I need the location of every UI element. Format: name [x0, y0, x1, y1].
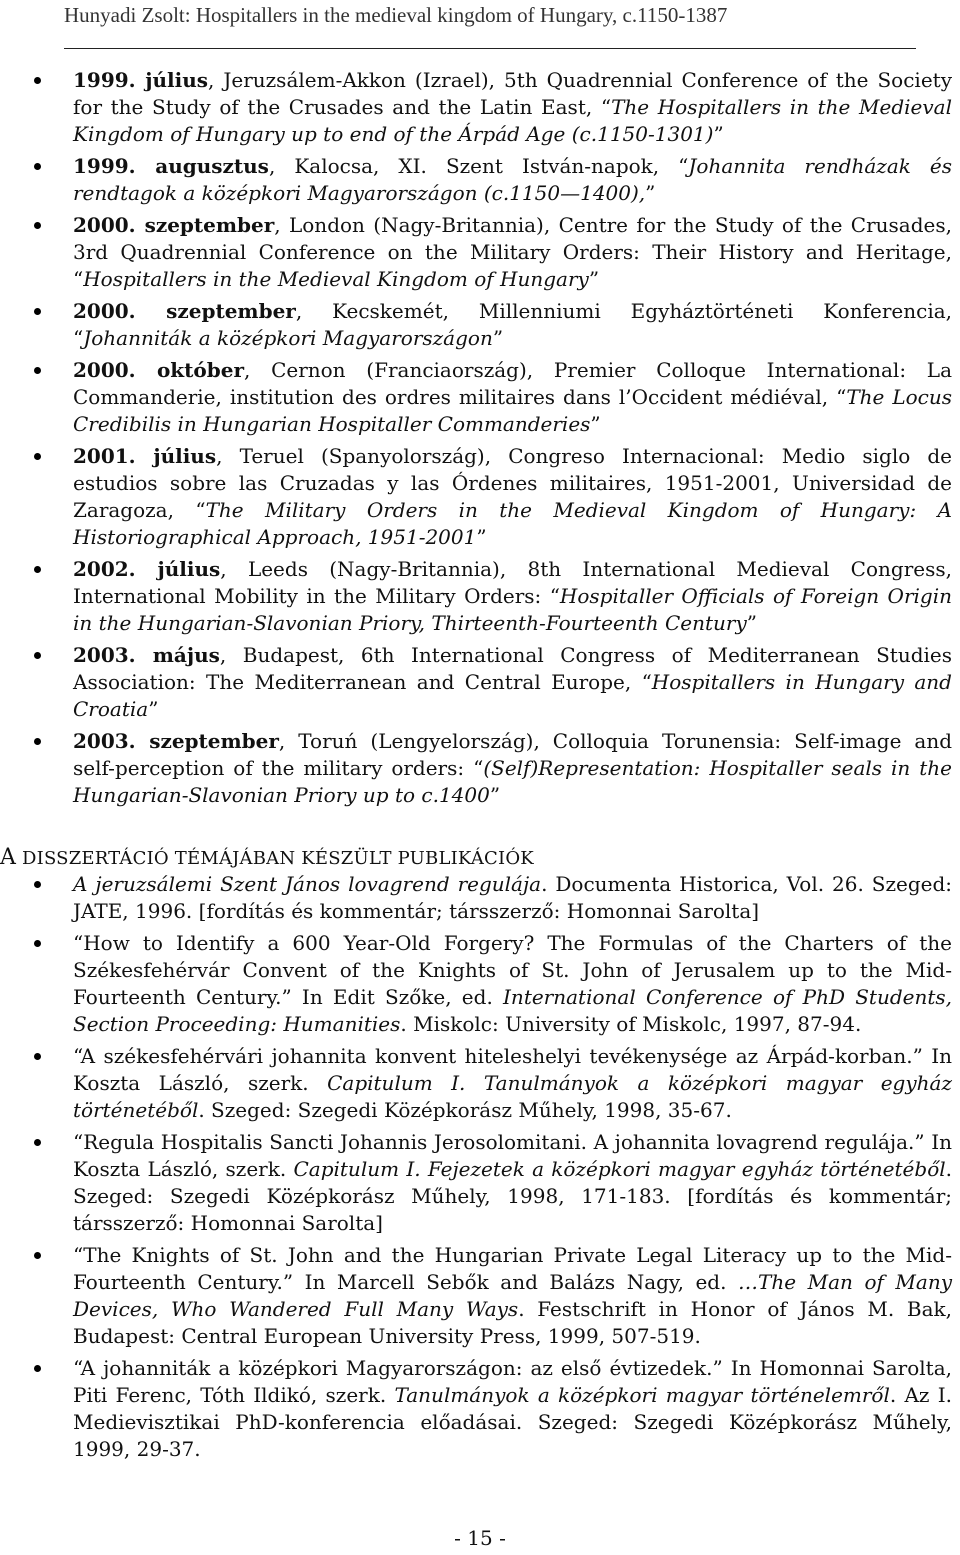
conference-date: 2000. szeptember — [73, 299, 296, 323]
publication-title: …The Man of Many Devices, Who Wandered Full Many Ways — [73, 1270, 953, 1321]
bullet-icon — [34, 738, 41, 745]
publication-text: “Regula Hospitalis Sancti Johannis Jerosolomitani. A johannita lovagrend regulája.” In Koszta László, szerk. — [73, 1130, 952, 1181]
closing-quote: ” — [476, 525, 487, 549]
conference-date: 2003. május — [73, 643, 220, 667]
closing-quote: ” — [746, 611, 757, 635]
conference-details: , Budapest, 6th International Congress of Mediterranean Studies Association: The Mediterranean and Central Europe, “ — [73, 643, 952, 694]
conference-paper-title: Hospitaller Officials of Foreign Origin in the Hungarian-Slavonian Priory, Thirteenth-Fourteenth Century — [73, 584, 952, 635]
conference-item — [0, 67, 960, 148]
closing-quote: ” — [489, 783, 501, 807]
section-heading — [0, 845, 534, 872]
publication-text: . Szeged: Szegedi Középkorász Műhely, 1998, 35-67. — [198, 1098, 732, 1122]
publication-text: . Az I. Medievisztikai PhD-konferencia előadásai. Szeged: Szegedi Középkorász Műhely, 1999, 29-37. — [73, 1383, 952, 1461]
publication-item — [0, 1043, 960, 1124]
conference-details: , Cernon (Franciaország), Premier Colloque International: La Commanderie, institution des ordres militaires dans l’Occident médiéval, “ — [73, 358, 952, 409]
bullet-icon — [34, 940, 41, 947]
conference-paper-title: (Self)Representation: Hospitaller seals in the Hungarian-Slavonian Priory up to c.1400 — [73, 756, 953, 807]
conference-date: 2003. szeptember — [73, 729, 279, 753]
conference-paper-title: Johanniták a középkori Magyarországon — [83, 326, 493, 350]
conference-date: 2000. október — [73, 358, 244, 382]
conference-date: 2001. július — [73, 444, 217, 468]
page-number: - 15 - — [454, 1526, 506, 1550]
bullet-icon — [34, 308, 41, 315]
conference-paper-title: Johannita rendházak és rendtagok a középkori Magyarországon (c.1150—1400), — [73, 154, 953, 205]
conference-details: , Teruel (Spanyolország), Congreso Internacional: Medio siglo de estudios sobre las Cruzadas y las Órdenes militaires, 1951-2001, Universidad de Zaragoza, “ — [73, 444, 952, 522]
section-heading-initial: A — [0, 845, 17, 870]
publication-item — [0, 1242, 960, 1350]
conference-details: , Toruń (Lengyelország), Colloquia Torunensia: Self-image and self-perception of the military orders: “ — [73, 729, 953, 780]
closing-quote: ” — [492, 326, 504, 350]
publication-item — [0, 871, 960, 925]
bullet-icon — [34, 1365, 41, 1372]
bullet-icon — [34, 1252, 41, 1259]
publication-text: “A johanniták a középkori Magyarországon: az első évtizedek.” In Homonnai Sarolta, Piti Ferenc, Tóth Ildikó, szerk. — [73, 1356, 952, 1407]
conference-item — [0, 443, 960, 551]
conference-item — [0, 212, 960, 293]
section-heading-rest: DISSZERTÁCIÓ TÉMÁJÁBAN KÉSZÜLT PUBLIKÁCIÓK — [16, 848, 534, 869]
bullet-icon — [34, 367, 41, 374]
publication-text: . Festschrift in Honor of János M. Bak, Budapest: Central European University Press, 1999, 507-519. — [73, 1297, 952, 1348]
bullet-icon — [34, 1139, 41, 1146]
conference-item — [0, 728, 960, 809]
publication-item — [0, 1129, 960, 1237]
publication-text: . Documenta Historica, Vol. 26. Szeged: JATE, 1996. [fordítás és kommentár; társszerző: Homonnai Sarolta] — [73, 872, 952, 923]
conference-details: , Kalocsa, XI. Szent István-napok, “ — [268, 154, 689, 178]
bullet-icon — [34, 566, 41, 573]
publication-text: “A székesfehérvári johannita konvent hiteleshelyi tevékenysége az Árpád-korban.” In Koszta László, szerk. — [73, 1044, 952, 1095]
conference-details: , Leeds (Nagy-Britannia), 8th International Medieval Congress, International Mobility in the Military Orders: “ — [73, 557, 952, 608]
conference-item — [0, 357, 960, 438]
closing-quote: ” — [590, 412, 601, 436]
bullet-icon — [34, 652, 41, 659]
conference-paper-title: The Military Orders in the Medieval Kingdom of Hungary: A Historiographical Approach, 1951-2001 — [73, 498, 952, 549]
running-header: Hunyadi Zsolt: Hospitallers in the medieval kingdom of Hungary, c.1150-1387 — [64, 3, 728, 27]
conference-paper-title: Hospitallers in the Medieval Kingdom of Hungary — [83, 267, 589, 291]
conference-list — [0, 67, 960, 814]
publication-title: A jeruzsálemi Szent János lovagrend regulája — [73, 872, 542, 896]
bullet-icon — [34, 222, 41, 229]
closing-quote: ” — [588, 267, 600, 291]
conference-paper-title: Hospitallers in Hungary and Croatia — [73, 670, 952, 721]
conference-date: 2000. szeptember — [73, 213, 275, 237]
publication-text: “The Knights of St. John and the Hungarian Private Legal Literacy up to the Mid-Fourteenth Century.” In Marcell Sebők and Balázs Nagy, ed. — [73, 1243, 952, 1294]
closing-quote: ” — [645, 181, 656, 205]
publication-text: . Miskolc: University of Miskolc, 1997, 87-94. — [400, 1012, 862, 1036]
conference-paper-title: The Hospitallers in the Medieval Kingdom of Hungary up to end of the Árpád Age (c.1150-1301) — [73, 95, 952, 146]
publication-title: International Conference of PhD Students, Section Proceeding: Humanities — [73, 985, 952, 1036]
publication-item — [0, 930, 960, 1038]
conference-item — [0, 556, 960, 637]
publication-text: “How to Identify a 600 Year-Old Forgery? The Formulas of the Charters of the Székesfehérvár Convent of the Knights of St. John of Jerusalem up to the Mid-Fourteenth Century.” In Edit Szőke, ed. — [73, 931, 952, 1009]
conference-details: , Kecskemét, Millenniumi Egyháztörténeti Konferencia, “ — [73, 299, 952, 350]
conference-item — [0, 642, 960, 723]
closing-quote: ” — [713, 122, 724, 146]
bullet-icon — [34, 453, 41, 460]
bullet-icon — [34, 77, 41, 84]
closing-quote: ” — [148, 697, 159, 721]
conference-date: 1999. augusztus — [73, 154, 269, 178]
bullet-icon — [34, 163, 41, 170]
publication-title: Tanulmányok a középkori magyar történelemről — [394, 1383, 890, 1407]
publication-text: . Szeged: Szegedi Középkorász Műhely, 1998, 171-183. [fordítás és kommentár; társszerző: Homonnai Sarolta] — [73, 1157, 952, 1235]
conference-date: 1999. július — [73, 68, 208, 92]
publication-title: Capitulum I. Fejezetek a középkori magyar egyház történetéből — [293, 1157, 946, 1181]
conference-item — [0, 153, 960, 207]
publication-item — [0, 1355, 960, 1463]
conference-item — [0, 298, 960, 352]
publication-list — [0, 871, 960, 1468]
conference-details: , Jeruzsálem-Akkon (Izrael), 5th Quadrennial Conference of the Society for the Study of the Crusades and the Latin East, “ — [73, 68, 952, 119]
conference-date: 2002. július — [73, 557, 221, 581]
header-rule — [64, 48, 916, 49]
conference-paper-title: The Locus Credibilis in Hungarian Hospitaller Commanderies — [73, 385, 952, 436]
conference-details: , London (Nagy-Britannia), Centre for the Study of the Crusades, 3rd Quadrennial Conference on the Military Orders: Their History and Heritage, “ — [73, 213, 952, 291]
bullet-icon — [34, 1053, 41, 1060]
bullet-icon — [34, 881, 41, 888]
publication-title: Capitulum I. Tanulmányok a középkori magyar egyház történetéből — [73, 1071, 952, 1122]
